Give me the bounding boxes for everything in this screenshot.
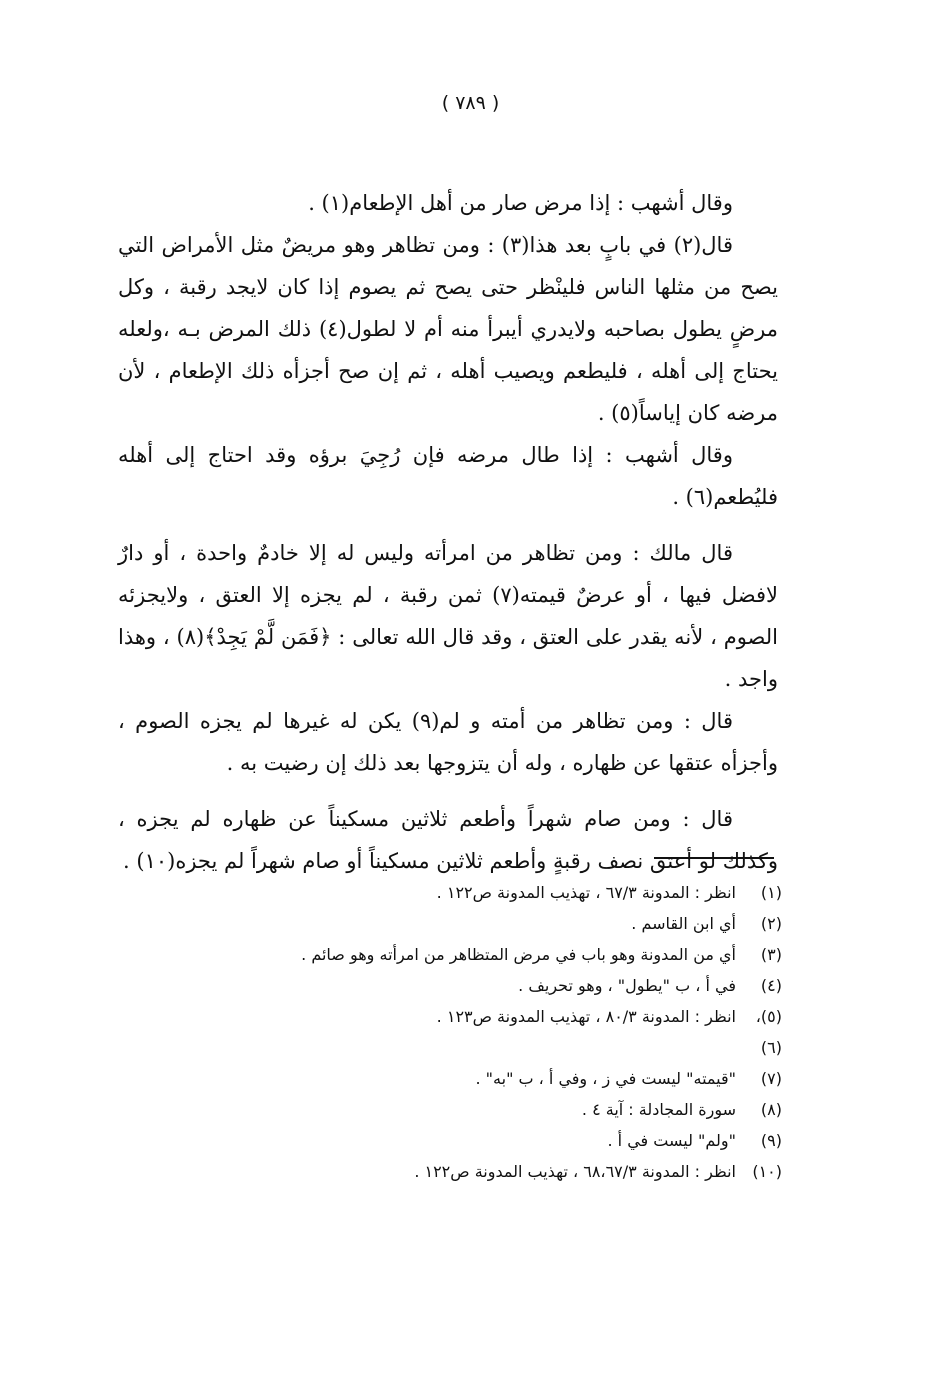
footnote-text: انظر : المدونة ٦٧/٣ ، تهذيب المدونة ص١٢٢ . — [436, 883, 736, 902]
footnote — [118, 1125, 782, 1156]
main-text — [118, 182, 778, 882]
footnote-number: (٩) — [760, 1131, 782, 1150]
footnote-number: (٥)،(٦) — [755, 1007, 782, 1057]
footnote — [118, 970, 782, 1001]
footnote — [118, 1094, 782, 1125]
footnotes — [118, 877, 782, 1187]
footnote-text: انظر : المدونة ٨٠/٣ ، تهذيب المدونة ص١٢٣ . — [436, 1007, 736, 1026]
footnote-number: (١٠) — [752, 1162, 782, 1181]
footnote-number: (٤) — [760, 976, 782, 995]
page-number: ( ٧٨٩ ) — [441, 92, 500, 114]
footnote — [118, 877, 782, 908]
footnote-text: سورة المجادلة : آية ٤ . — [581, 1100, 736, 1119]
footnote — [118, 1063, 782, 1094]
paragraph: وقال أشهب : إذا طال مرضه فإن رُجِيَ برؤه وقد احتاج إلى أهله فليُطعم(٦) . — [118, 443, 778, 509]
footnote — [118, 1156, 782, 1187]
footnote — [118, 1001, 782, 1063]
paragraph: قال(٢) في بابٍ بعد هذا(٣) : ومن تظاهر وهو مريضٌ مثل الأمراض التي يصح من مثلها الناس فلينْظر حتى يصح ثم يصوم إذا كان لايجد رقبة ، وكل مرضٍ يطول بصاحبه ولايدري أيبرأ منه أم لا لطول(٤) ذلك المرض بـه ،ولعله يحتاج إلى أهله ، فليطعم ويصيب أهله ، ثم إن صح أجزأه ذلك الإطعام ، لأن مرضه كان إياساً(٥) . — [118, 233, 778, 425]
footnote-number: (٨) — [760, 1100, 782, 1119]
footnote-number: (٣) — [760, 945, 782, 964]
footnote-text: أي ابن القاسم . — [631, 914, 736, 933]
footnote-text: "قيمته" ليست في ز ، وفي أ ، ب "به" . — [475, 1069, 736, 1088]
footnote-text: في أ ، ب "يطول" ، وهو تحريف . — [518, 976, 736, 995]
footnote-divider — [654, 857, 774, 859]
footnote-text: انظر : المدونة ٦٨،٦٧/٣ ، تهذيب المدونة ص١٢٢ . — [414, 1162, 736, 1181]
footnote-number: (١) — [760, 883, 782, 902]
footnote — [118, 908, 782, 939]
footnote-text: "ولم" ليست في أ . — [607, 1131, 736, 1150]
footnote-text: أي من المدونة وهو باب في مرض المتظاهر من امرأته وهو صائم . — [301, 945, 736, 964]
footnote-number: (٧) — [760, 1069, 782, 1088]
paragraph: قال : ومن تظاهر من أمته و لم(٩) يكن له غيرها لم يجزه الصوم ، وأجزأه عتقها عن ظهاره ، وله أن يتزوجها بعد ذلك إن رضيت به . — [118, 709, 778, 775]
paragraph: قال : ومن صام شهراً وأطعم ثلاثين مسكيناً عن ظهاره لم يجزه ، وكذلك لو أعتق نصف رقبةٍ وأطعم ثلاثين مسكيناً أو صام شهراً لم يجزه(١٠) . — [118, 807, 778, 873]
paragraph: وقال أشهب : إذا مرض صار من أهل الإطعام(١) . — [308, 191, 733, 215]
paragraph: قال مالك : ومن تظاهر من امرأته وليس له إلا خادمٌ واحدة ، أو دارٌ لافضل فيها ، أو عرضٌ قيمته(٧) ثمن رقبة ، لم يجزه إلا العتق ، ولايجزئه الصوم ، لأنه يقدر على العتق ، وقد قال الله تعالى : ﴿فَمَن لَّمْ يَجِدْ﴾(٨) ، وهذا واجد . — [118, 541, 778, 691]
footnote-number: (٢) — [760, 914, 782, 933]
footnote — [118, 939, 782, 970]
